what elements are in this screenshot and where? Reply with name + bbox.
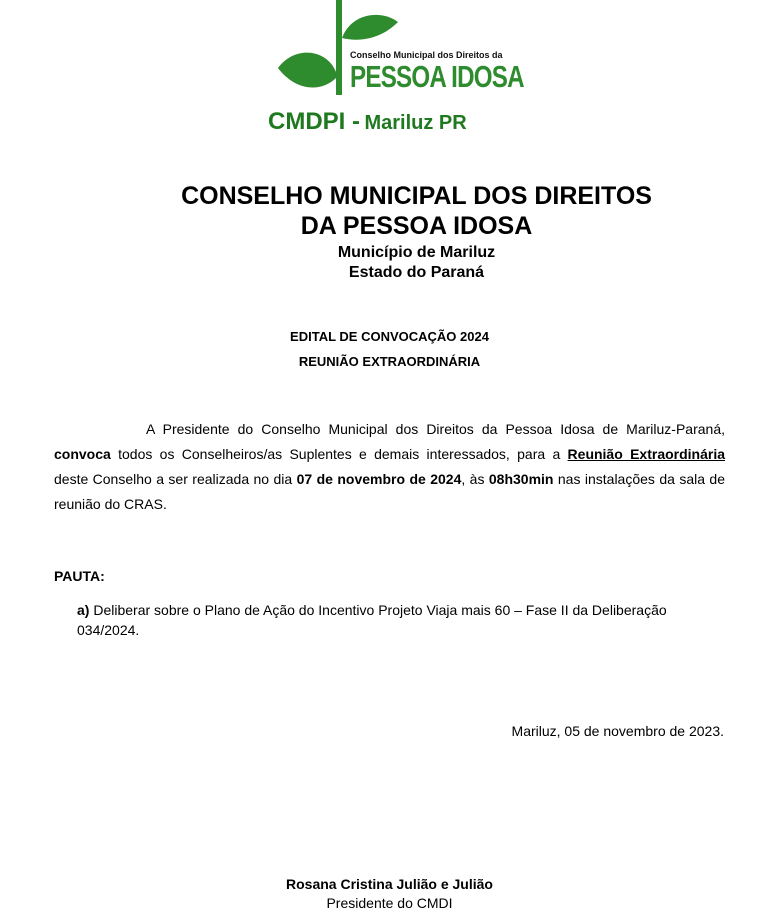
org-acronym: CMDPI - xyxy=(268,108,360,135)
logo xyxy=(270,0,524,100)
body-reuniao: Reunião Extraordinária xyxy=(567,446,726,462)
body-date: 07 de novembro de 2024 xyxy=(296,471,462,487)
body-time: 08h30min xyxy=(488,471,554,487)
body-part1: A Presidente do Conselho Municipal dos Direitos da Pessoa Idosa de Mariluz-Paraná, xyxy=(146,421,725,437)
body-part2: todos os Conselheiros/as Suplentes e demais interessados, para a xyxy=(110,446,568,462)
signature-role: Presidente do CMDI xyxy=(326,895,453,911)
edital-subtitle: REUNIÃO EXTRAORDINÁRIA xyxy=(298,354,481,369)
body-part5: nas instalações da sala de reunião do CRAS. xyxy=(54,471,725,512)
pauta-label: PAUTA: xyxy=(54,568,105,584)
list-item-marker: a) xyxy=(77,602,90,618)
org-header xyxy=(268,108,467,136)
body-part3: deste Conselho a ser realizada no dia xyxy=(54,471,297,487)
signature-name: Rosana Cristina Julião e Julião xyxy=(286,876,493,892)
logo-title: PESSOA IDOSA xyxy=(350,59,524,94)
body-part4: , às xyxy=(461,471,489,487)
list-item xyxy=(77,600,717,640)
estado: Estado do Paraná xyxy=(348,264,485,281)
edital-title: EDITAL DE CONVOCAÇÃO 2024 xyxy=(290,329,489,344)
page-title-line1: CONSELHO MUNICIPAL DOS DIREITOS xyxy=(181,182,652,210)
list-item-text: Deliberar sobre o Plano de Ação do Incentivo Projeto Viaja mais 60 – Fase II da Deliberação 034/2024. xyxy=(77,602,667,638)
page-title-line2: DA PESSOA IDOSA xyxy=(300,212,533,240)
convocation-paragraph xyxy=(54,417,725,517)
municipio: Município de Mariluz xyxy=(337,244,496,261)
place-date: Mariluz, 05 de novembro de 2023. xyxy=(511,723,724,739)
body-convoca: convoca xyxy=(54,446,111,462)
logo-subtitle: Conselho Municipal dos Direitos da xyxy=(350,50,503,60)
org-city: Mariluz PR xyxy=(364,112,467,134)
